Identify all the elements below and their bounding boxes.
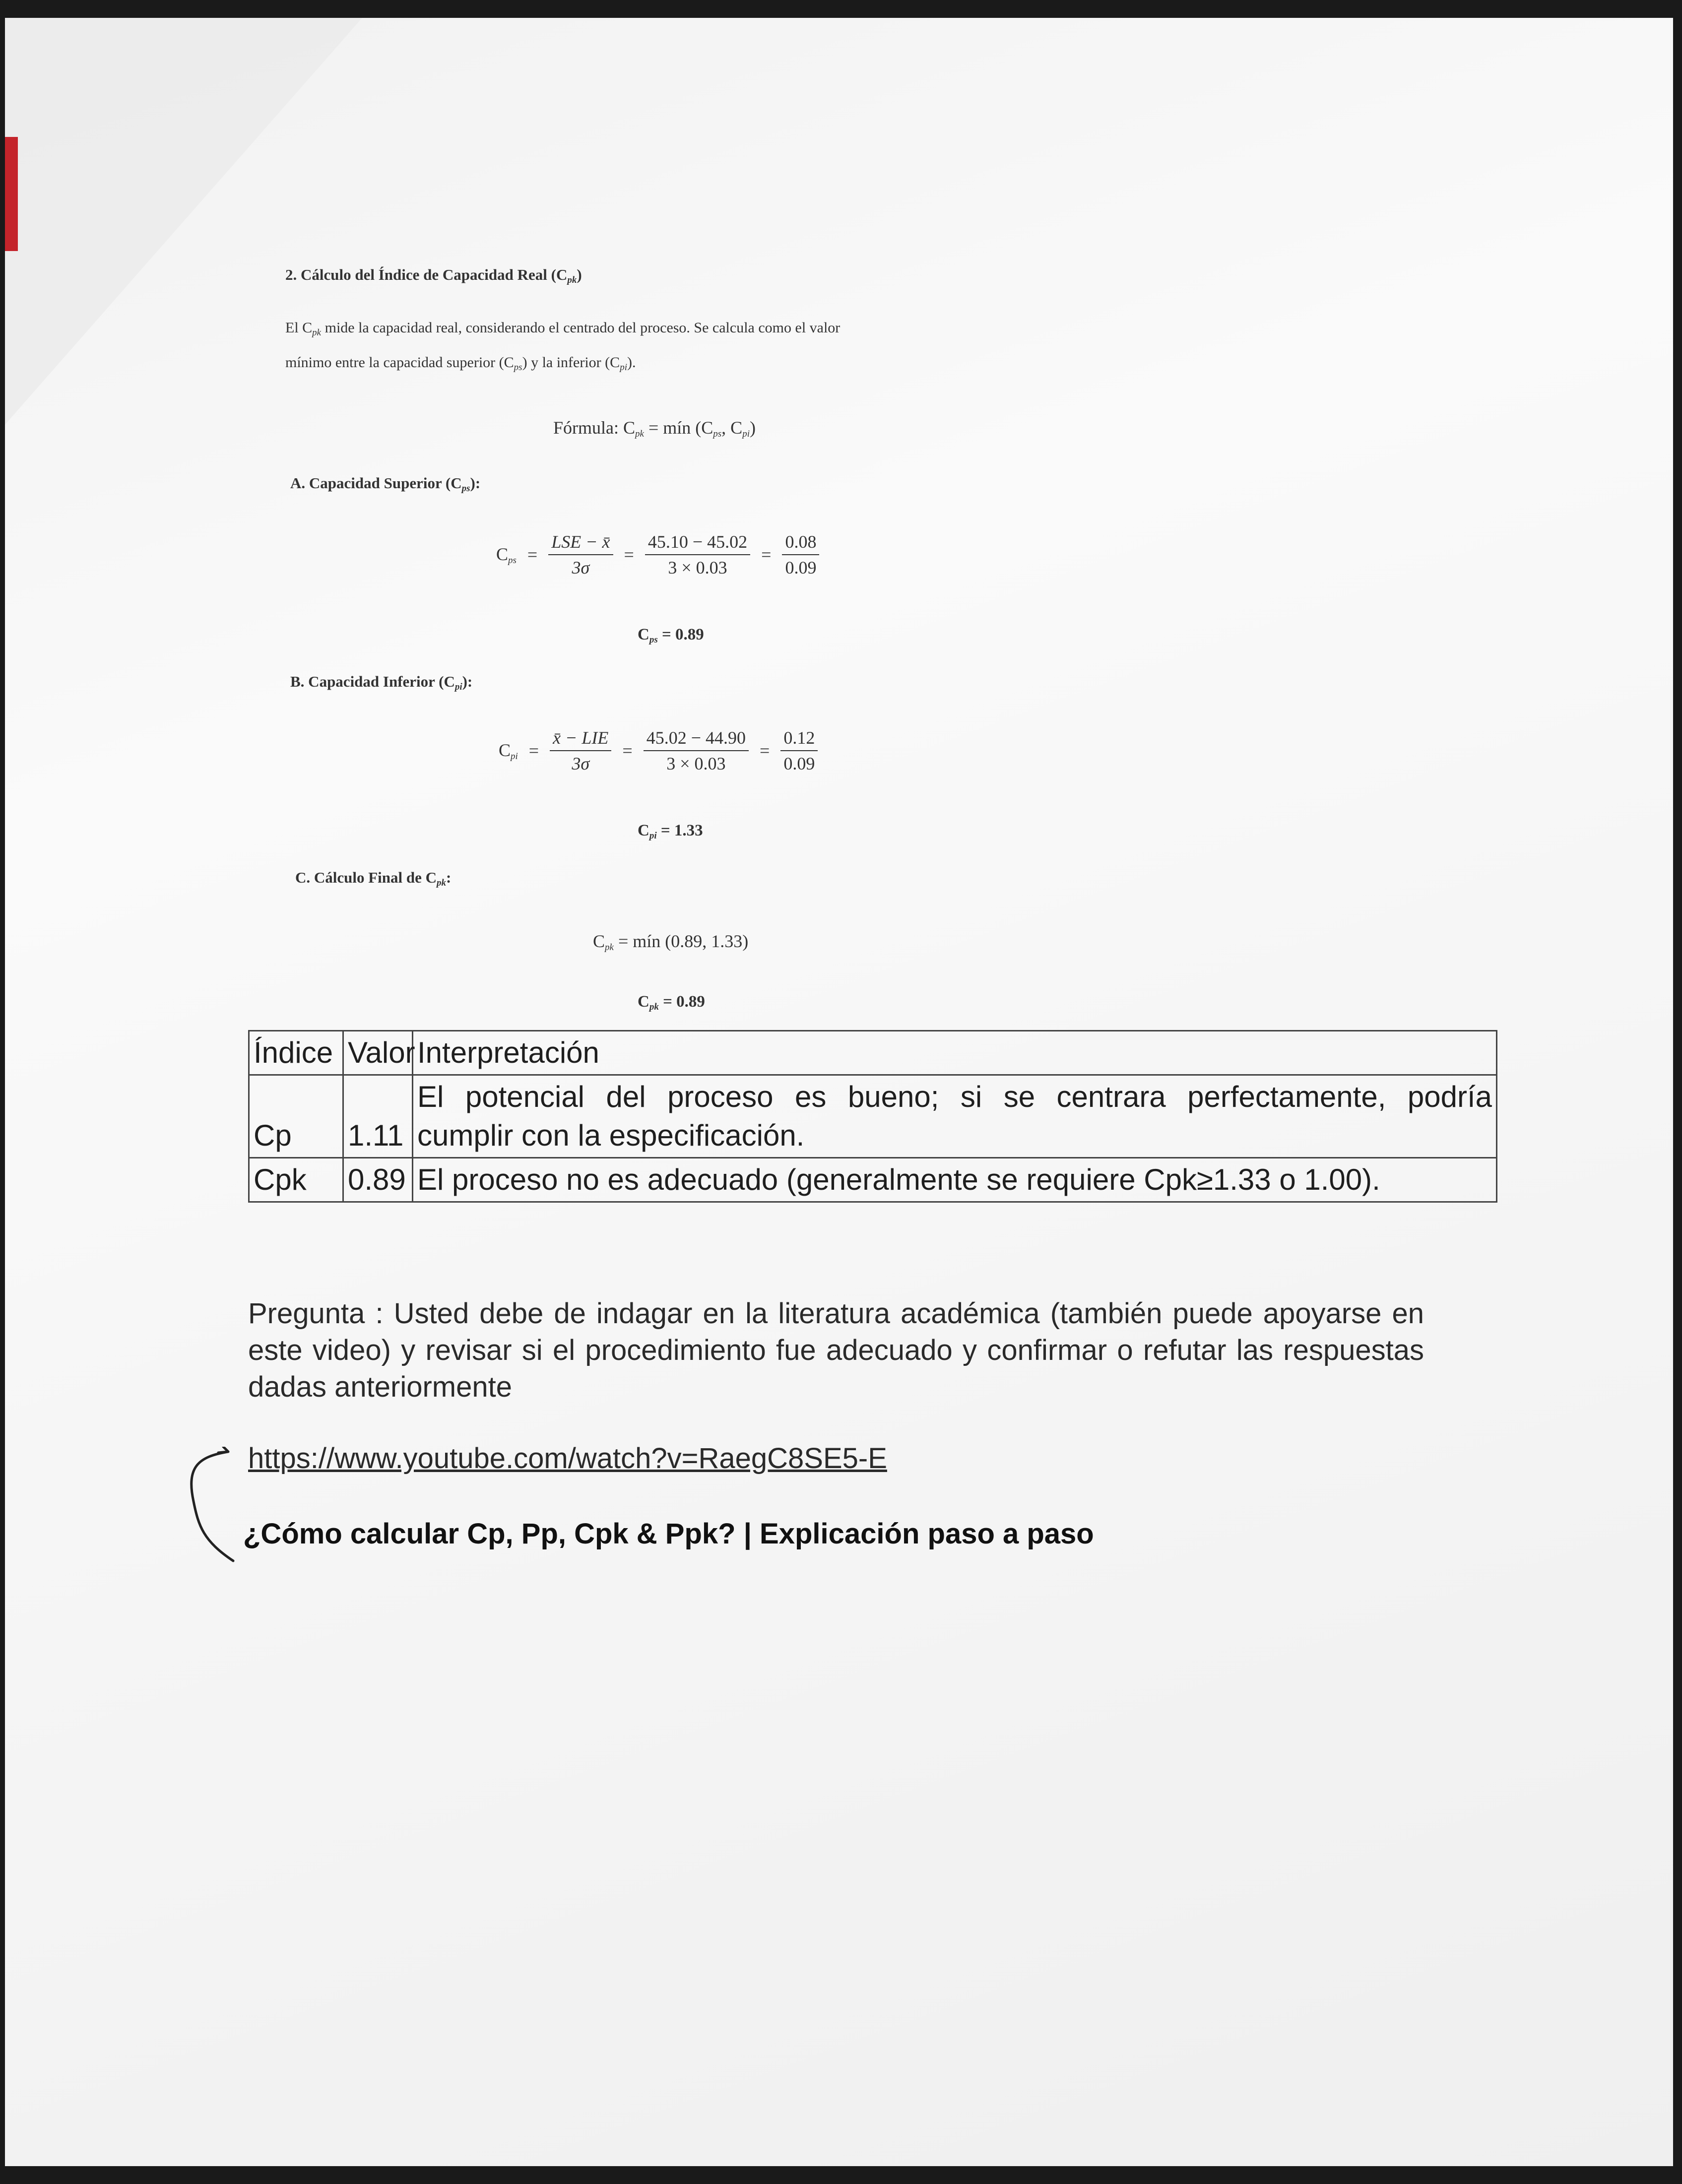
- frac-numerator: 0.08: [782, 531, 819, 555]
- part-a-result-sub: ps: [649, 635, 658, 645]
- part-a-title: [290, 474, 480, 494]
- section-title: [285, 266, 582, 286]
- table-header-row: [249, 1031, 1497, 1075]
- part-b-title-end: ):: [462, 673, 473, 690]
- part-a-result-c: C: [638, 626, 649, 643]
- part-b-frac-3: [780, 727, 818, 774]
- intro-l2-b: ) y la inferior (C: [522, 354, 620, 371]
- frac-numerator: 45.02 − 44.90: [644, 727, 749, 751]
- part-a-lhs-sub: ps: [508, 555, 517, 566]
- part-b-result-value: = 1.33: [660, 822, 703, 839]
- intro-l2-c: ).: [627, 354, 636, 371]
- frac-denominator: 3σ: [572, 754, 590, 773]
- results-table: [248, 1030, 1497, 1203]
- formula-line: [553, 417, 756, 440]
- intro-l1-a: El C: [285, 320, 313, 336]
- formula-close: ): [749, 418, 756, 438]
- interp-line-2: cumplir con la especificación.: [417, 1119, 805, 1152]
- red-edge-strip: [5, 137, 18, 251]
- intro-l2-a: mínimo entre la capacidad superior (C: [285, 354, 514, 371]
- frac-numerator: 0.12: [780, 727, 818, 751]
- video-link[interactable]: https://www.youtube.com/watch?v=RaegC8SE5-E: [248, 1442, 887, 1475]
- equals-sign: =: [622, 741, 633, 761]
- part-c-result-c: C: [638, 993, 649, 1011]
- part-a-frac-2: [645, 531, 750, 578]
- header-interpretacion: Interpretación: [413, 1031, 1497, 1075]
- frac-numerator: 45.10 − 45.02: [645, 531, 750, 555]
- formula-label: Fórmula: C: [553, 418, 636, 438]
- part-c-expr-c: C: [593, 931, 605, 951]
- part-c-result-sub: pk: [649, 1002, 659, 1012]
- frac-denominator: 0.09: [785, 558, 817, 578]
- part-a-frac-1: [548, 531, 613, 578]
- formula-s1: ps: [713, 429, 722, 439]
- part-c-title: [295, 869, 451, 889]
- question-paragraph: Pregunta : Usted debe de indagar en la literatura académica (también puede apoyarse en este video) y revisar si el procedimiento fue adecuado y confirmar o refutar las respuestas dadas anteriormente: [248, 1297, 1424, 1403]
- cell-indice: Cp: [249, 1075, 343, 1158]
- cell-valor: 0.89: [343, 1158, 413, 1202]
- intro-line-1: [285, 321, 840, 337]
- part-c-title-text: C. Cálculo Final de C: [295, 869, 437, 886]
- table-row: [249, 1158, 1497, 1202]
- part-b-lhs-c: C: [499, 740, 511, 760]
- header-valor: Valor: [343, 1031, 413, 1075]
- equals-sign: =: [528, 741, 539, 761]
- equals-sign: =: [527, 545, 538, 565]
- part-a-lhs: [496, 544, 517, 566]
- part-a-result-value: = 0.89: [662, 626, 704, 643]
- interp-line-1: El potencial del proceso es bueno; si se centrara perfectamente, podría: [417, 1080, 1492, 1113]
- part-b-title-sub: pi: [454, 682, 462, 692]
- table-row: [249, 1075, 1497, 1158]
- paper-sheet: [5, 18, 1673, 2166]
- intro-l1-b: mide la capacidad real, considerando el centrado del proceso. Se calcula como el valor: [324, 320, 841, 336]
- part-c-expression: [593, 931, 748, 953]
- part-a-equation: [496, 531, 819, 578]
- formula-rest: = mín (C: [648, 418, 713, 438]
- part-b-frac-1: [550, 727, 611, 774]
- cell-valor: 1.11: [343, 1075, 413, 1158]
- formula-s2: pi: [742, 429, 750, 439]
- part-c-title-end: :: [446, 869, 452, 886]
- part-b-result: [638, 822, 703, 841]
- cell-interpretacion: [413, 1075, 1497, 1158]
- part-c-expr-rhs: = mín (0.89, 1.33): [618, 931, 749, 951]
- section-title-end: ): [577, 266, 582, 283]
- cell-indice: Cpk: [249, 1158, 343, 1202]
- part-b-equation: [499, 727, 818, 774]
- part-b-title: [290, 673, 472, 693]
- cell-interpretacion: El proceso no es adecuado (generalmente se requiere Cpk≥1.33 o 1.00).: [413, 1158, 1497, 1202]
- part-a-frac-3: [782, 531, 819, 578]
- equals-sign: =: [760, 741, 770, 761]
- formula-sub: pk: [635, 429, 644, 439]
- part-a-title-end: ):: [470, 474, 481, 492]
- part-a-lhs-c: C: [496, 544, 509, 564]
- intro-l2-sub2: pi: [620, 362, 627, 373]
- part-a-title-sub: ps: [461, 483, 470, 494]
- equals-sign: =: [761, 545, 772, 565]
- section-title-sub: pk: [567, 275, 577, 285]
- part-c-result-value: = 0.89: [663, 993, 705, 1011]
- part-b-title-text: B. Capacidad Inferior (C: [290, 673, 455, 690]
- frac-numerator: LSE − x̄: [548, 531, 613, 555]
- intro-line-2: [285, 355, 636, 372]
- frac-denominator: 3 × 0.03: [668, 558, 727, 578]
- part-b-result-sub: pi: [649, 831, 657, 841]
- equals-sign: =: [624, 545, 634, 565]
- formula-comma: , C: [721, 418, 743, 438]
- handwritten-bracket-icon: [184, 1447, 238, 1566]
- intro-l2-sub1: ps: [514, 362, 522, 373]
- part-b-result-c: C: [638, 822, 649, 839]
- part-b-frac-2: [644, 727, 749, 774]
- frac-denominator: 3σ: [572, 558, 590, 578]
- frac-numerator: x̄ − LIE: [550, 727, 611, 751]
- header-indice: Índice: [249, 1031, 343, 1075]
- part-a-result: [638, 626, 704, 645]
- part-b-lhs: [499, 740, 518, 762]
- section-title-text: 2. Cálculo del Índice de Capacidad Real (C: [285, 266, 568, 283]
- part-c-title-sub: pk: [437, 878, 447, 888]
- part-b-lhs-sub: pi: [511, 751, 518, 762]
- intro-l1-sub: pk: [312, 327, 322, 338]
- part-c-result: [638, 993, 705, 1013]
- part-a-title-text: A. Capacidad Superior (C: [290, 474, 462, 492]
- frac-denominator: 3 × 0.03: [666, 754, 726, 773]
- video-title: ¿Cómo calcular Cp, Pp, Cpk & Ppk? | Explicación paso a paso: [243, 1518, 1094, 1550]
- part-c-expr-sub: pk: [605, 942, 614, 953]
- frac-denominator: 0.09: [783, 754, 815, 773]
